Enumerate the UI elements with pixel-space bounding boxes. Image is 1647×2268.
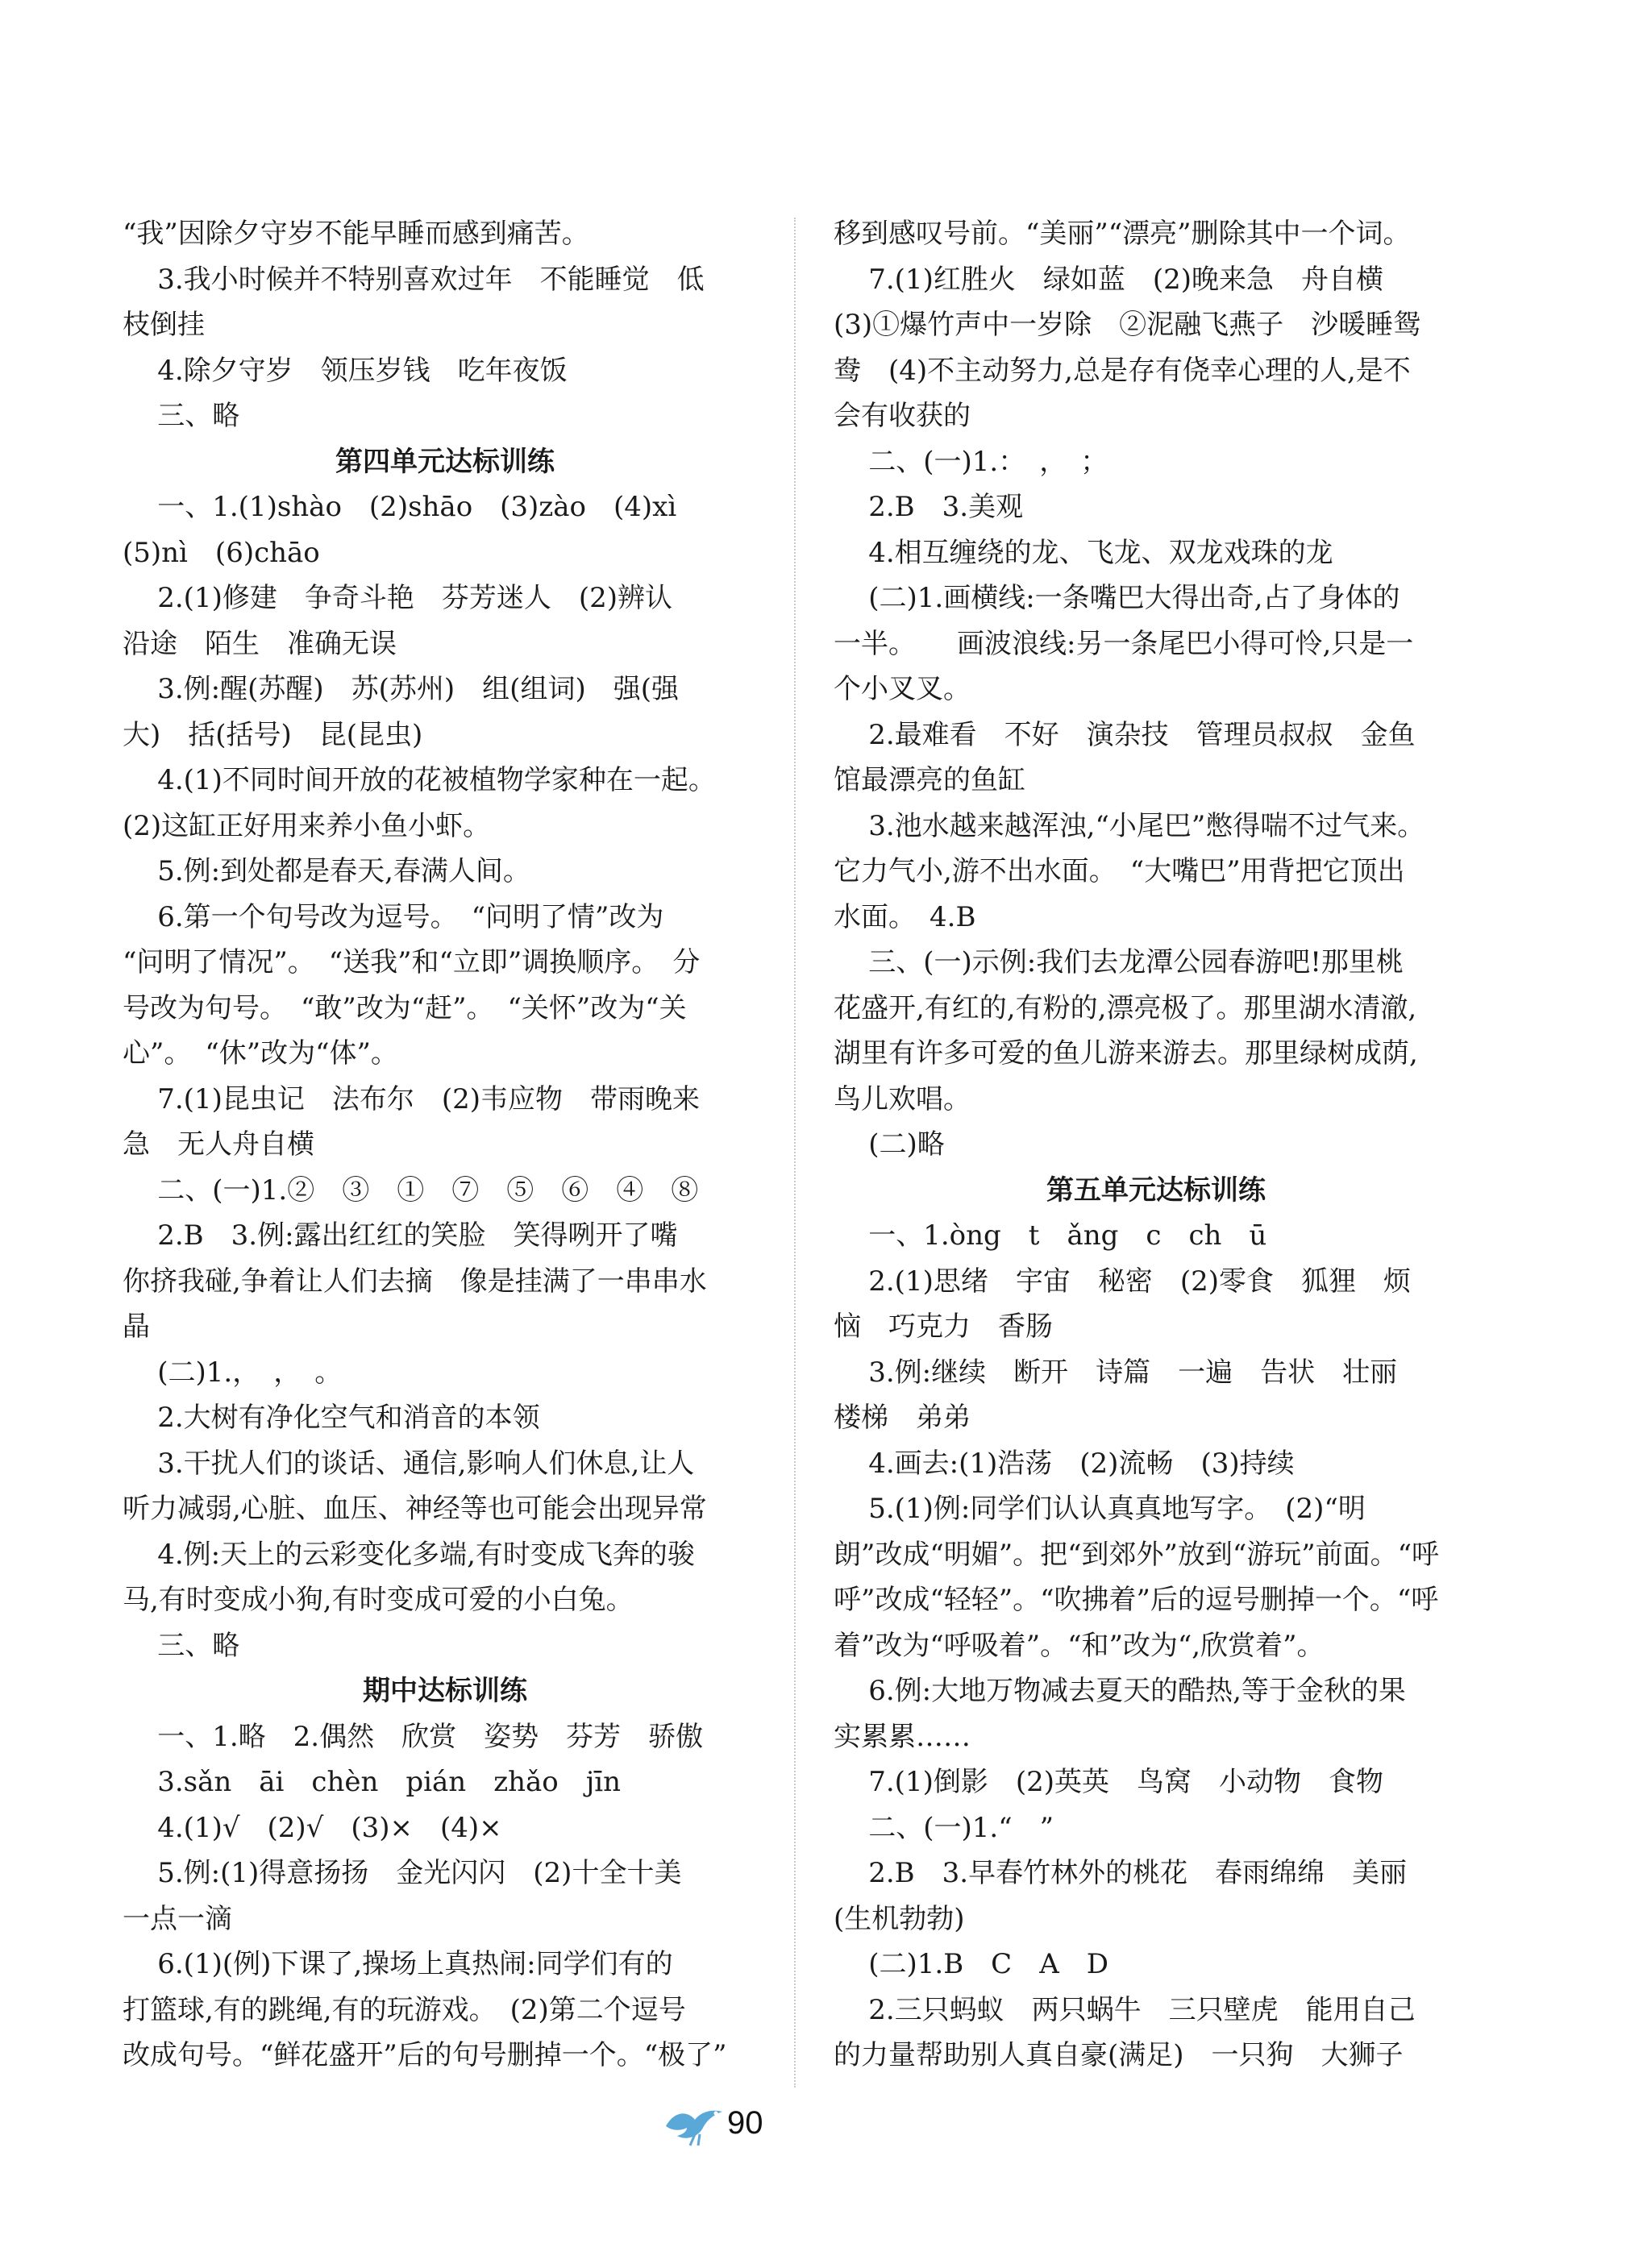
answer-line: 的力量帮助别人真自豪(满足) 一只狗 大狮子: [834, 2039, 1404, 2071]
section-heading: 第四单元达标训练: [335, 445, 555, 478]
answer-line: 二、(一)1.② ③ ① ⑦ ⑤ ⑥ ④ ⑧: [123, 1173, 699, 1207]
answer-line: 3.干扰人们的谈话、通信,影响人们休息,让人: [123, 1447, 695, 1480]
answer-line: 一点一滴: [123, 1902, 232, 1935]
answer-line: (二)1.画横线:一条嘴巴大得出奇,占了身体的: [834, 582, 1400, 614]
answer-line: (2)这缸正好用来养小鱼小虾。: [123, 809, 491, 842]
column-divider: [794, 218, 796, 2087]
answer-line: (二)1.B C A D: [834, 1948, 1109, 1980]
answer-line: (生机勃勃): [834, 1902, 965, 1935]
answer-line: 一半。 画波浪线:另一条尾巴小得可怜,只是一: [834, 627, 1414, 660]
answer-line: 2.最难看 不好 演杂技 管理员叔叔 金鱼: [834, 718, 1416, 751]
answer-line: 着”改为“呼吸着”。“和”改为“,欣赏着”。: [834, 1629, 1325, 1662]
answer-line: 心”。 “休”改为“体”。: [123, 1037, 398, 1070]
answer-line: “问明了情况”。 “送我”和“立即”调换顺序。 分: [123, 946, 701, 978]
answer-line: 三、略: [123, 400, 240, 432]
answer-line: 2.(1)修建 争奇斗艳 芬芳迷人 (2)辨认: [123, 582, 672, 614]
answer-line: 3.池水越来越浑浊,“小尾巴”憋得喘不过气来。: [834, 809, 1425, 842]
answer-line: 呼”改成“轻轻”。“吹拂着”后的逗号删掉一个。“呼: [834, 1584, 1439, 1616]
answer-line: 4.除夕守岁 领压岁钱 吃年夜饭: [123, 354, 568, 387]
answer-line: 鸟儿欢唱。: [834, 1082, 971, 1115]
answer-line: 7.(1)红胜火 绿如蓝 (2)晚来急 舟自横: [834, 263, 1383, 296]
answer-line: 一、1.(1)shào (2)shāo (3)zào (4)xì: [123, 491, 677, 523]
answer-line: 7.(1)昆虫记 法布尔 (2)韦应物 带雨晚来: [123, 1082, 700, 1115]
page-number: 90: [727, 2105, 763, 2141]
answer-line: 3.我小时候并不特别喜欢过年 不能睡觉 低: [123, 263, 705, 296]
answer-line: (5)nì (6)chāo: [123, 536, 320, 569]
answer-line: 5.例:到处都是春天,春满人间。: [123, 855, 530, 887]
answer-line: 3.例:醒(苏醒) 苏(苏州) 组(组词) 强(强: [123, 673, 679, 705]
answer-line: 听力减弱,心脏、血压、神经等也可能会出现异常: [123, 1493, 707, 1525]
answer-line: 鸯 (4)不主动努力,总是存有侥幸心理的人,是不: [834, 354, 1411, 387]
section-heading: 期中达标训练: [363, 1675, 527, 1707]
answer-line: 会有收获的: [834, 400, 971, 432]
section-heading: 第五单元达标训练: [1046, 1173, 1266, 1207]
answer-line: 三、(一)示例:我们去龙潭公园春游吧!那里桃: [834, 946, 1404, 978]
answer-line: 一、1.òng t ǎng c ch ū: [834, 1219, 1267, 1252]
bird-logo-icon: [663, 2102, 726, 2147]
answer-line: 实累累……: [834, 1720, 971, 1753]
answer-line: 2.B 3.例:露出红红的笑脸 笑得咧开了嘴: [123, 1219, 678, 1252]
answer-line: 楼梯 弟弟: [834, 1402, 971, 1434]
answer-line: 急 无人舟自横: [123, 1128, 314, 1161]
answer-line: 馆最漂亮的鱼缸: [834, 764, 1025, 796]
answer-line: 5.例:(1)得意扬扬 金光闪闪 (2)十全十美: [123, 1857, 682, 1889]
answer-line: (3)①爆竹声中一岁除 ②泥融飞燕子 沙暖睡鸳: [834, 309, 1421, 341]
answer-line: 湖里有许多可爱的鱼儿游来游去。那里绿树成荫,: [834, 1037, 1418, 1070]
answer-line: 6.第一个句号改为逗号。 “问明了情”改为: [123, 900, 664, 933]
answer-line: 你挤我碰,争着让人们去摘 像是挂满了一串串水: [123, 1265, 707, 1298]
answer-line: 2.B 3.美观: [834, 491, 1024, 523]
answer-line: 三、略: [123, 1629, 240, 1662]
answer-line: 6.(1)(例)下课了,操场上真热闹:同学们有的: [123, 1948, 673, 1980]
answer-line: 朗”改成“明媚”。把“到郊外”放到“游玩”前面。“呼: [834, 1538, 1440, 1571]
answer-line: 4.(1)不同时间开放的花被植物学家种在一起。: [123, 764, 716, 796]
answer-line: 4.相互缠绕的龙、飞龙、双龙戏珠的龙: [834, 536, 1333, 569]
answer-line: 7.(1)倒影 (2)英英 鸟窝 小动物 食物: [834, 1766, 1383, 1798]
answer-line: 枝倒挂: [123, 309, 205, 341]
right-column: [834, 211, 1479, 2079]
answer-line: 水面。 4.B: [834, 900, 976, 933]
answer-line: 马,有时变成小狗,有时变成可爱的小白兔。: [123, 1584, 634, 1616]
answer-line: 一、1.略 2.偶然 欣赏 姿势 芬芳 骄傲: [123, 1720, 704, 1753]
answer-line: 6.例:大地万物减去夏天的酷热,等于金秋的果: [834, 1675, 1406, 1707]
answer-line: 移到感叹号前。“美丽”“漂亮”删除其中一个词。: [834, 218, 1411, 250]
answer-line: 打篮球,有的跳绳,有的玩游戏。 (2)第二个逗号: [123, 1993, 686, 2026]
answer-line: 4.画去:(1)浩荡 (2)流畅 (3)持续: [834, 1447, 1295, 1480]
answer-line: 个小叉叉。: [834, 673, 971, 705]
answer-line: 2.B 3.早春竹林外的桃花 春雨绵绵 美丽: [834, 1857, 1408, 1889]
answer-line: 二、(一)1.： ， ；: [834, 445, 1108, 478]
answer-line: 恼 巧克力 香肠: [834, 1311, 1053, 1343]
left-column: [123, 211, 767, 2079]
answer-line: 3.例:继续 断开 诗篇 一遍 告状 壮丽: [834, 1356, 1398, 1389]
answer-line: 2.三只蚂蚁 两只蜗牛 三只壁虎 能用自己: [834, 1993, 1416, 2026]
answer-line: “我”因除夕守岁不能早睡而感到痛苦。: [123, 218, 589, 250]
answer-line: 二、(一)1.“ ”: [834, 1811, 1054, 1844]
answer-line: (二)略: [834, 1128, 945, 1161]
answer-line: 3.sǎn āi chèn pián zhǎo jīn: [123, 1766, 622, 1798]
answer-line: 2.大树有净化空气和消音的本领: [123, 1402, 540, 1434]
answer-line: 花盛开,有红的,有粉的,漂亮极了。那里湖水清澈,: [834, 991, 1417, 1024]
answer-line: (二)1.， ， 。: [123, 1356, 343, 1389]
answer-line: 5.(1)例:同学们认认真真地写字。 (2)“明: [834, 1493, 1366, 1525]
answer-line: 晶: [123, 1311, 150, 1343]
answer-line: 沿途 陌生 准确无误: [123, 627, 397, 660]
answer-line: 大) 括(括号) 昆(昆虫): [123, 718, 423, 751]
answer-line: 2.(1)思绪 宇宙 秘密 (2)零食 狐狸 烦: [834, 1265, 1411, 1298]
answer-line: 改成句号。“鲜花盛开”后的句号删掉一个。“极了”: [123, 2039, 727, 2071]
answer-line: 号改为句号。 “敢”改为“赶”。 “关怀”改为“关: [123, 991, 687, 1024]
answer-line: 它力气小,游不出水面。 “大嘴巴”用背把它顶出: [834, 855, 1405, 887]
answer-line: 4.例:天上的云彩变化多端,有时变成飞奔的骏: [123, 1538, 695, 1571]
answer-line: 4.(1)√ (2)√ (3)× (4)×: [123, 1811, 502, 1844]
